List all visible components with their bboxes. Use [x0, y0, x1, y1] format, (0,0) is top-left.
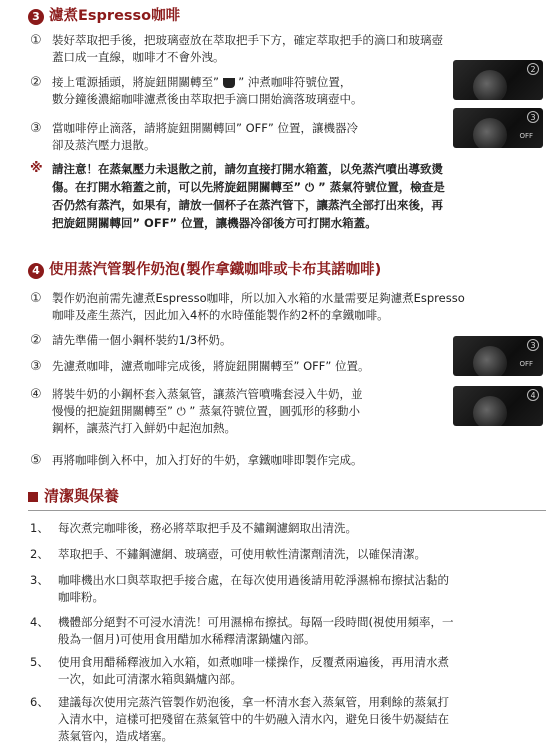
- knob-photo-4: 4: [453, 386, 543, 426]
- step-4-2: ② 請先準備一個小鋼杯裝約1/3杯奶。: [30, 333, 232, 348]
- section-3-heading: [28, 8, 180, 25]
- cleaning-item-2: 2、 萃取把手、不鏽鋼濾網、玻璃壺，可使用軟性清潔劑清洗，以確保清潔。: [30, 547, 426, 561]
- section-title: 使用蒸汽管製作奶泡(製作拿鐵咖啡或卡布其諾咖啡): [49, 262, 382, 278]
- section-title: 濾煮Espresso咖啡: [49, 8, 181, 24]
- divider: [28, 510, 546, 511]
- square-bullet-icon: [28, 492, 38, 502]
- section-title: 清潔與保養: [44, 487, 120, 505]
- section-number-badge: 4: [28, 263, 44, 279]
- cleaning-item-4: 4、 機體部分絕對不可浸水清洗！可用濕棉布擦拭。每隔一段時間(視使用頻率，一 般為一個月)可使用食用醋加水稀釋清潔鍋爐內部。: [30, 615, 454, 646]
- step-4-3: ③ 先濾煮咖啡，濾煮咖啡完成後，將旋鈕開關轉至” OFF” 位置。: [30, 359, 370, 374]
- step-3-2: ② 接上電源插頭，將旋鈕開關轉至” ” 沖煮咖啡符號位置， 數分鐘後濃縮咖啡濾煮後由萃取把手滴口開始滴落玻璃壺中。: [30, 75, 363, 106]
- cleaning-item-1: 1、 每次煮完咖啡後，務必將萃取把手及不鏽鋼濾網取出清洗。: [30, 521, 357, 535]
- section-number-badge: 3: [28, 9, 44, 25]
- knob-photo-3: 3 OFF: [453, 108, 543, 148]
- cleaning-item-5: 5、 使用食用醋稀釋液加入水箱，如煮咖啡一樣操作，反覆煮兩遍後，再用清水煮 一次，如此可清潔水箱與鍋爐內部。: [30, 655, 449, 686]
- knob-photo-2: 2: [453, 60, 543, 100]
- coffee-cup-icon: [223, 78, 235, 88]
- step-4-1: ① 製作奶泡前需先濾煮Espresso咖啡，所以加入水箱的水量需要足夠濾煮Espresso 咖啡及產生蒸汽，因此加入4杯的水時僅能製作約2杯的拿鐵咖啡。: [30, 291, 465, 322]
- step-4-5: ⑤ 再將咖啡倒入杯中，加入打好的牛奶，拿鐵咖啡即製作完成。: [30, 453, 363, 468]
- cleaning-item-6: 6、 建議每次使用完蒸汽管製作奶泡後，拿一杯清水套入蒸氣管，用剩餘的蒸氣打 入清水中，這樣可把殘留在蒸氣管中的牛奶融入清水內，避免日後牛奶凝結在 蒸氣管內，造成堵塞。: [30, 695, 449, 743]
- step-3-1: ① 裝好萃取把手後，把玻璃壺放在萃取把手下方，確定萃取把手的滴口和玻璃壺 蓋口成一直線，咖啡才不會外洩。: [30, 33, 443, 64]
- cleaning-item-3: 3、 咖啡機出水口與萃取把手接合處，在每次使用過後請用乾淨濕棉布擦拭沾黏的 咖啡粉。: [30, 573, 449, 604]
- step-4-4: ④ 將裝牛奶的小鋼杯套入蒸氣管，讓蒸汽管噴嘴套浸入牛奶，並 慢慢的把旋鈕開關轉至” ⏻ ” 蒸氣符號位置，圓弧形的移動小 鋼杯，讓蒸汽打入鮮奶中起泡加熱。: [30, 387, 363, 435]
- cleaning-heading: [28, 488, 119, 505]
- warning-note: ※ 請注意！在蒸氣壓力未退散之前，請勿直接打開水箱蓋，以免蒸汽噴出導致燙 傷。在打開水箱蓋之前，可以先將旋鈕開關轉至” ⏻ ” 蒸氣符號位置，檢查是 否仍然有蒸汽，如果有，請放一個杯子在蒸汽管下，讓蒸汽全部打出來後，再 把旋鈕開關轉回” OFF” 位置，讓機器冷卻後方可打開水箱蓋。: [30, 161, 445, 230]
- knob-photo-3b: 3 OFF: [453, 336, 543, 376]
- section-4-heading: [28, 262, 381, 279]
- step-3-3: ③ 當咖啡停止滴落，請將旋鈕開關轉回” OFF” 位置，讓機器冷 卻及蒸汽壓力退散。: [30, 121, 359, 152]
